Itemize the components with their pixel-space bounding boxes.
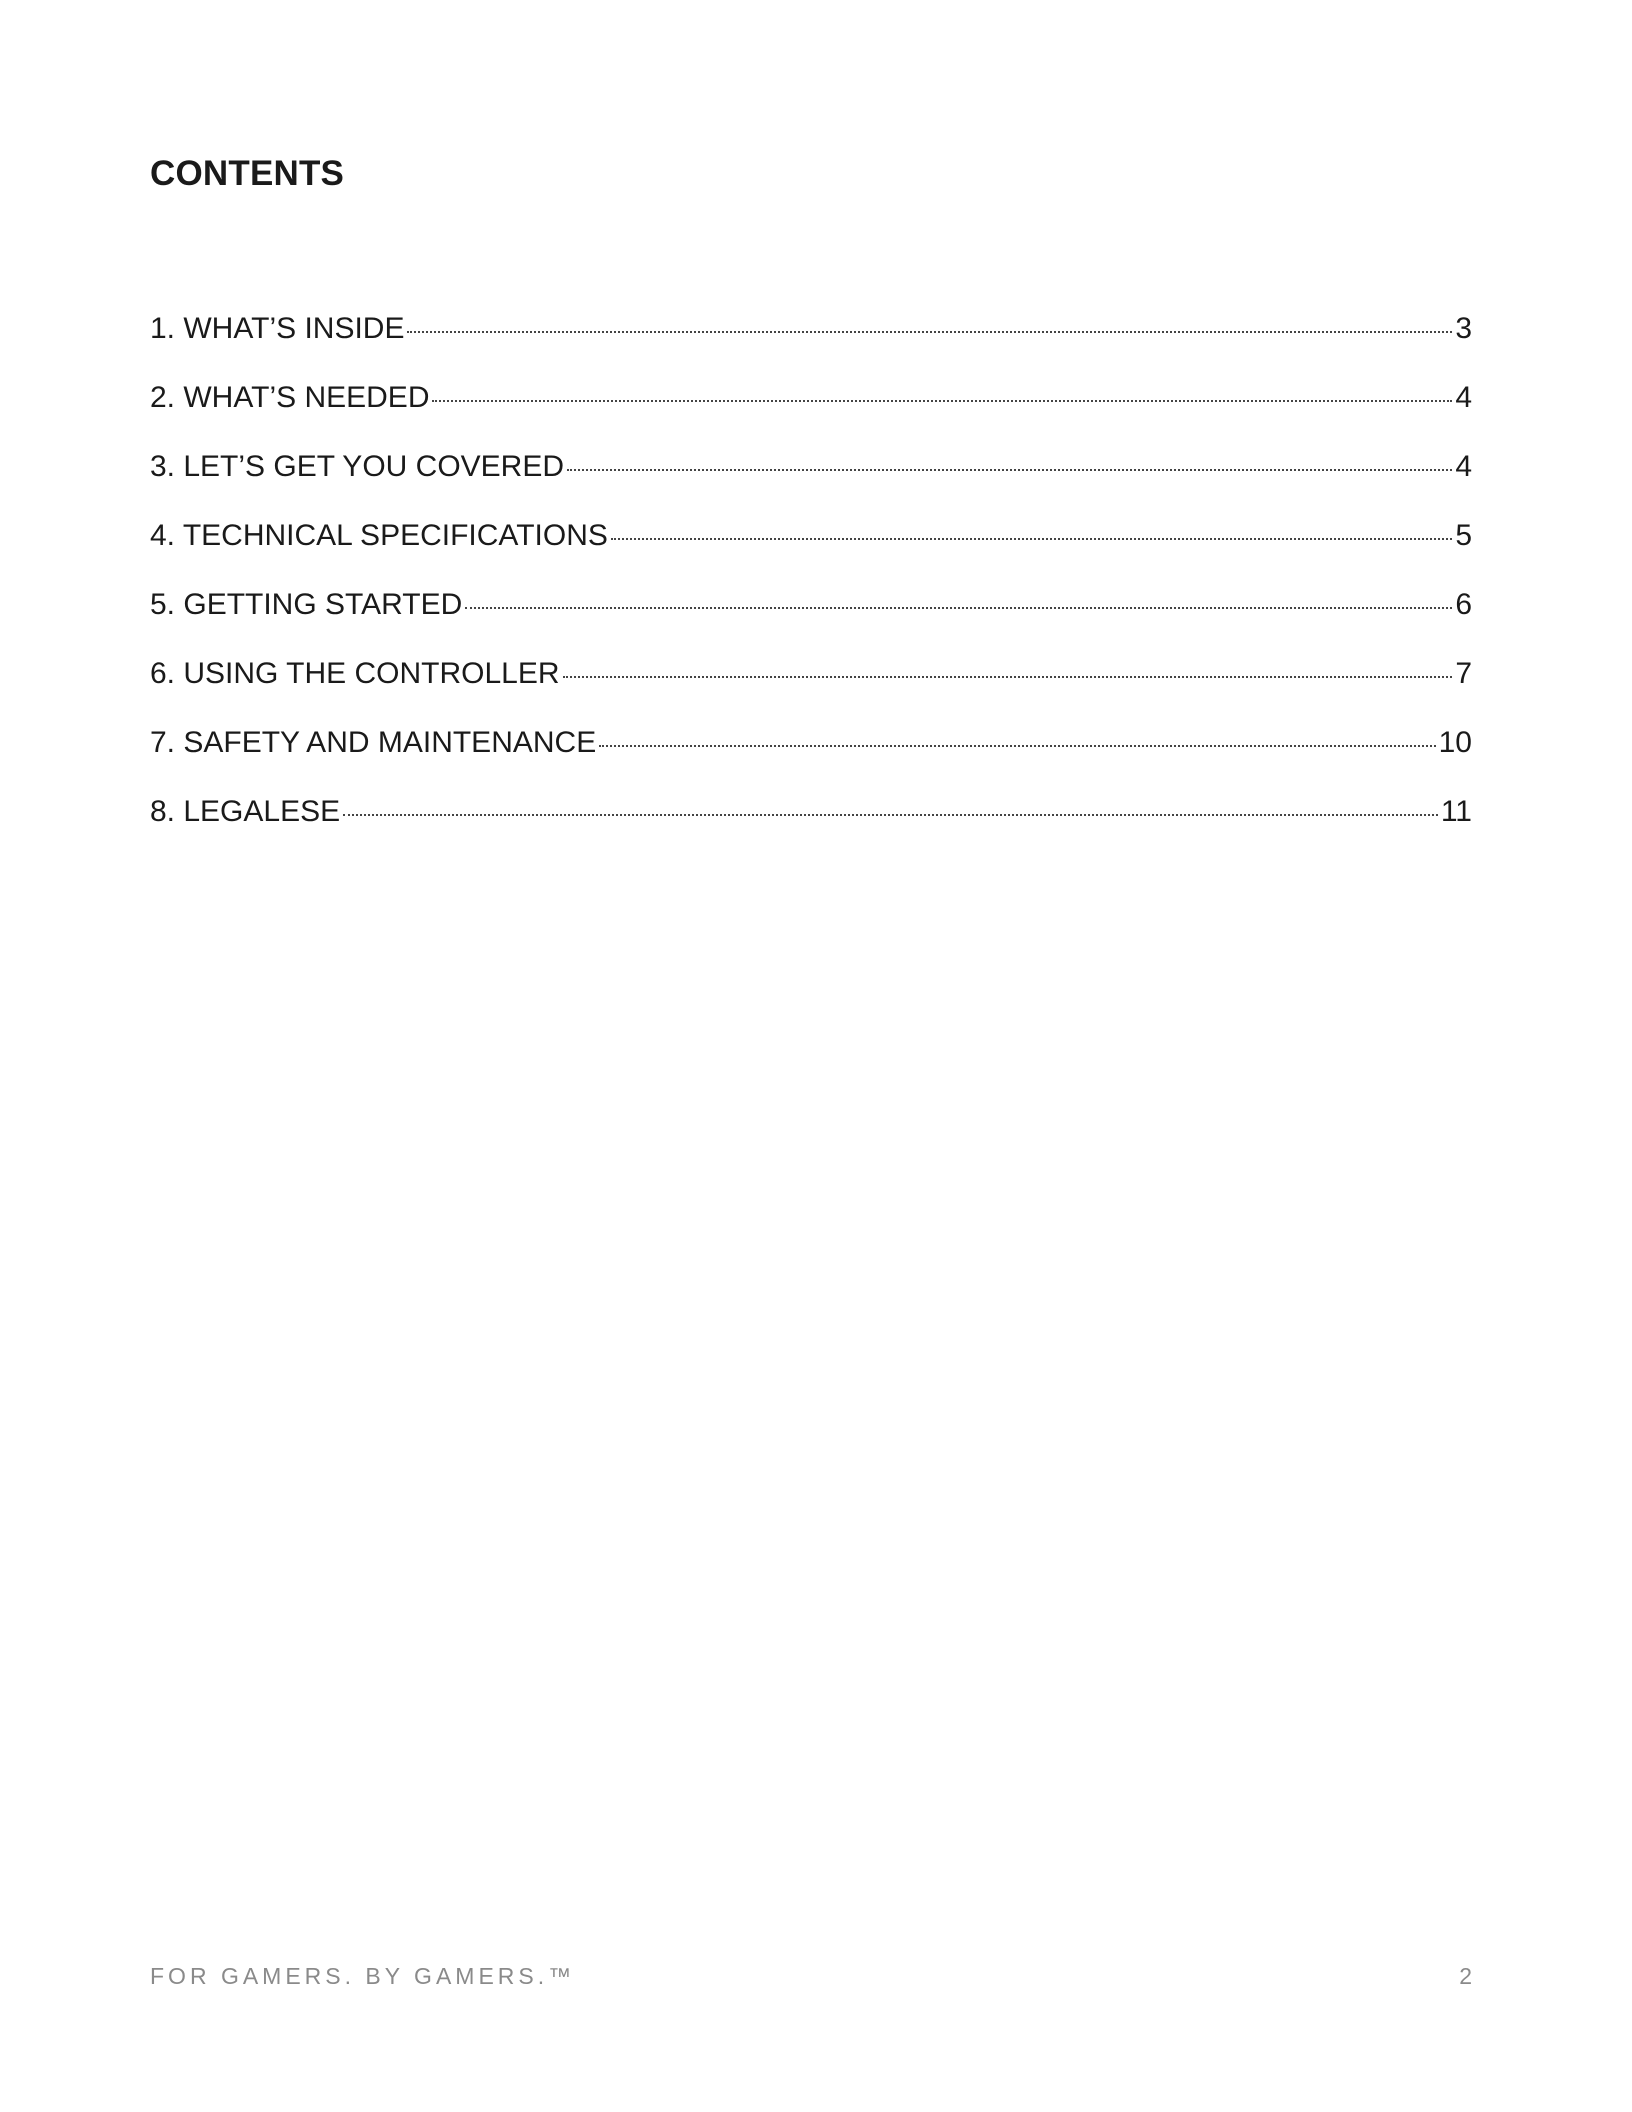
toc-entry-page: 7 xyxy=(1455,657,1472,690)
toc-entry-page: 4 xyxy=(1455,450,1472,483)
toc-entry-page: 5 xyxy=(1455,519,1472,552)
toc-entry-label: 3. LET’S GET YOU COVERED xyxy=(150,450,565,483)
toc-entry-label: 4. TECHNICAL SPECIFICATIONS xyxy=(150,519,608,552)
footer-page-number: 2 xyxy=(1459,1963,1472,1989)
toc-entry-getting-started[interactable] xyxy=(150,581,1472,650)
toc-entry-label: 8. LEGALESE xyxy=(150,795,341,828)
dot-leader xyxy=(407,331,1452,333)
toc-entry-safety-and-maintenance[interactable] xyxy=(150,719,1472,788)
toc-entry-lets-get-you-covered[interactable] xyxy=(150,443,1472,512)
dot-leader xyxy=(599,745,1435,747)
dot-leader xyxy=(567,469,1452,471)
footer-tagline: FOR GAMERS. BY GAMERS.™ xyxy=(150,1963,576,1989)
toc-entry-whats-inside[interactable] xyxy=(150,305,1472,374)
toc-entry-label: 7. SAFETY AND MAINTENANCE xyxy=(150,726,597,759)
toc-entry-page: 11 xyxy=(1440,795,1472,828)
toc-entry-label: 1. WHAT’S INSIDE xyxy=(150,312,405,345)
toc-entry-page: 4 xyxy=(1455,381,1472,414)
toc-entry-label: 5. GETTING STARTED xyxy=(150,588,463,621)
toc-entry-whats-needed[interactable] xyxy=(150,374,1472,443)
toc-entry-using-the-controller[interactable] xyxy=(150,650,1472,719)
dot-leader xyxy=(432,400,1452,402)
dot-leader xyxy=(563,676,1453,678)
toc-entry-page: 3 xyxy=(1455,312,1472,345)
dot-leader xyxy=(343,814,1438,816)
toc-entry-label: 6. USING THE CONTROLLER xyxy=(150,657,560,690)
page-title: CONTENTS xyxy=(150,154,345,193)
dot-leader xyxy=(611,538,1452,540)
toc-entry-legalese[interactable] xyxy=(150,788,1472,857)
dot-leader xyxy=(465,607,1452,609)
toc-entry-label: 2. WHAT’S NEEDED xyxy=(150,381,430,414)
table-of-contents xyxy=(150,305,1472,857)
toc-entry-page: 6 xyxy=(1455,588,1472,621)
toc-entry-page: 10 xyxy=(1438,726,1472,759)
toc-entry-technical-specifications[interactable] xyxy=(150,512,1472,581)
